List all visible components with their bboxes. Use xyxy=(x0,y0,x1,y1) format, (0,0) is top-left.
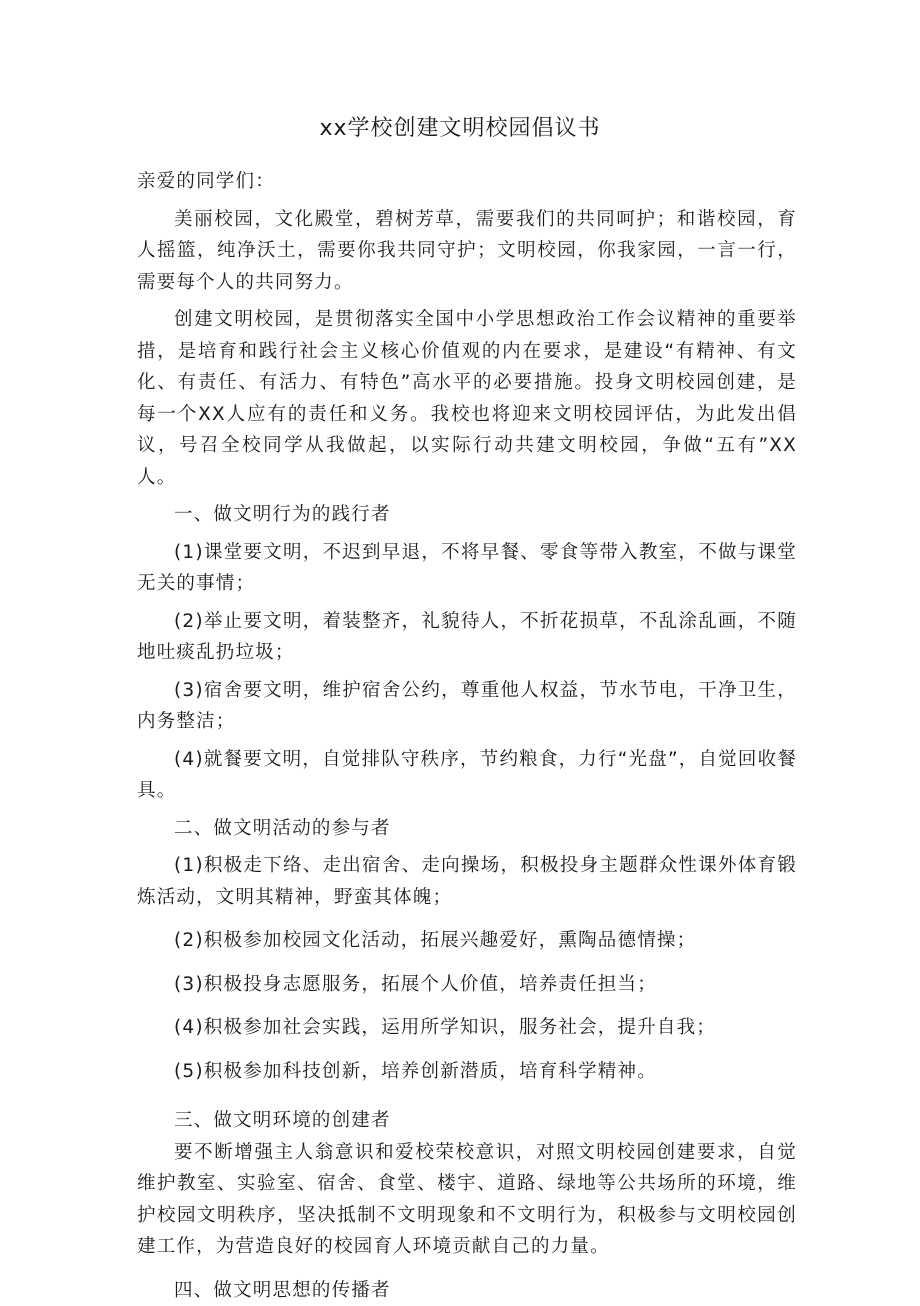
document-title: xx学校创建文明校园倡议书 xyxy=(0,113,920,145)
section-3-heading: 三、做文明环境的创建者 xyxy=(137,1105,797,1137)
greeting: 亲爱的同学们： xyxy=(137,166,797,198)
section-1-item: (4)就餐要文明，自觉排队守秩序，节约粮食，力行“光盘”，自觉回收餐具。 xyxy=(137,744,797,807)
section-2-item: (1)积极走下络、走出宿舍、走向操场，积极投身主题群众性课外体育锻炼活动，文明其精神，野蛮其体魄； xyxy=(137,850,797,913)
section-2-item: (5)积极参加科技创新，培养创新潜质，培育科学精神。 xyxy=(137,1056,797,1088)
intro-paragraph-1: 美丽校园，文化殿堂，碧树芳草，需要我们的共同呵护；和谐校园，育人摇篮，纯净沃土，需要你我共同守护；文明校园，你我家园，一言一行，需要每个人的共同努力。 xyxy=(137,204,797,299)
section-4-heading: 四、做文明思想的传播者 xyxy=(137,1275,797,1306)
intro-paragraph-2: 创建文明校园，是贯彻落实全国中小学思想政治工作会议精神的重要举措，是培育和践行社会主义核心价值观的内在要求，是建设“有精神、有文化、有责任、有活力、有特色”高水平的必要措施。投身文明校园创建，是每一个XX人应有的责任和义务。我校也将迎来文明校园评估，为此发出倡议，号召全校同学从我做起，以实际行动共建文明校园，争做“五有”XX人。 xyxy=(137,304,797,493)
section-2-item: (3)积极投身志愿服务，拓展个人价值，培养责任担当； xyxy=(137,969,797,1001)
section-2-item: (4)积极参加社会实践，运用所学知识，服务社会，提升自我； xyxy=(137,1012,797,1044)
section-1-item: (1)课堂要文明，不迟到早退，不将早餐、零食等带入教室，不做与课堂无关的事情； xyxy=(137,537,797,600)
document-body xyxy=(137,166,797,1306)
section-1-item: (2)举止要文明，着装整齐，礼貌待人，不折花损草，不乱涂乱画，不随地吐痰乱扔垃圾； xyxy=(137,606,797,669)
section-3-body: 要不断增强主人翁意识和爱校荣校意识，对照文明校园创建要求，自觉维护教室、实验室、宿舍、食堂、楼宇、道路、绿地等公共场所的环境，维护校园文明秩序，坚决抵制不文明现象和不文明行为，积极参与文明校园创建工作，为营造良好的校园育人环境贡献自己的力量。 xyxy=(137,1137,797,1263)
section-1-item: (3)宿舍要文明，维护宿舍公约，尊重他人权益，节水节电，干净卫生，内务整洁； xyxy=(137,675,797,738)
section-2-heading: 二、做文明活动的参与者 xyxy=(137,813,797,845)
section-2-item: (2)积极参加校园文化活动，拓展兴趣爱好，熏陶品德情操； xyxy=(137,925,797,957)
section-1-heading: 一、做文明行为的践行者 xyxy=(137,499,797,531)
